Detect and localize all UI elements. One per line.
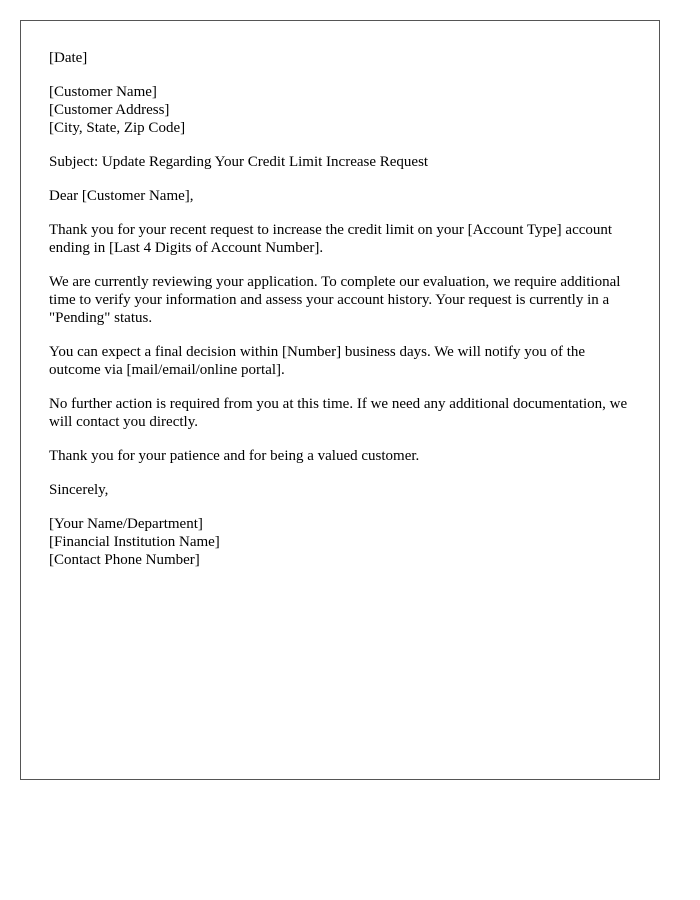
recipient-address-block bbox=[49, 83, 631, 137]
recipient-city-state-zip: [City, State, Zip Code] bbox=[49, 120, 186, 136]
body-paragraph-decision: You can expect a final decision within [Number] business days. We will notify you of the outcome via [mail/email/online portal]. bbox=[49, 344, 586, 378]
letter-document bbox=[20, 20, 660, 780]
body-paragraph-request: Thank you for your recent request to increase the credit limit on your [Account Type] account ending in [Last 4 Digits of Account Number]. bbox=[49, 222, 613, 256]
letter-closing: Sincerely, bbox=[49, 482, 109, 498]
recipient-address: [Customer Address] bbox=[49, 102, 170, 118]
signature-institution: [Financial Institution Name] bbox=[49, 534, 220, 550]
letter-salutation: Dear [Customer Name], bbox=[49, 188, 194, 204]
recipient-name: [Customer Name] bbox=[49, 84, 157, 100]
body-paragraph-no-action: No further action is required from you at this time. If we need any additional documentation, we will contact you directly. bbox=[49, 396, 628, 430]
signature-phone: [Contact Phone Number] bbox=[49, 552, 200, 568]
letter-subject: Subject: Update Regarding Your Credit Limit Increase Request bbox=[49, 154, 429, 170]
signature-name-department: [Your Name/Department] bbox=[49, 516, 203, 532]
body-paragraph-review: We are currently reviewing your application. To complete our evaluation, we require additional time to verify your information and assess your account history. Your request is currently in a "Pending" status. bbox=[49, 274, 621, 326]
letter-date: [Date] bbox=[49, 50, 88, 66]
signature-block bbox=[49, 515, 631, 569]
body-paragraph-thanks: Thank you for your patience and for being a valued customer. bbox=[49, 448, 420, 464]
